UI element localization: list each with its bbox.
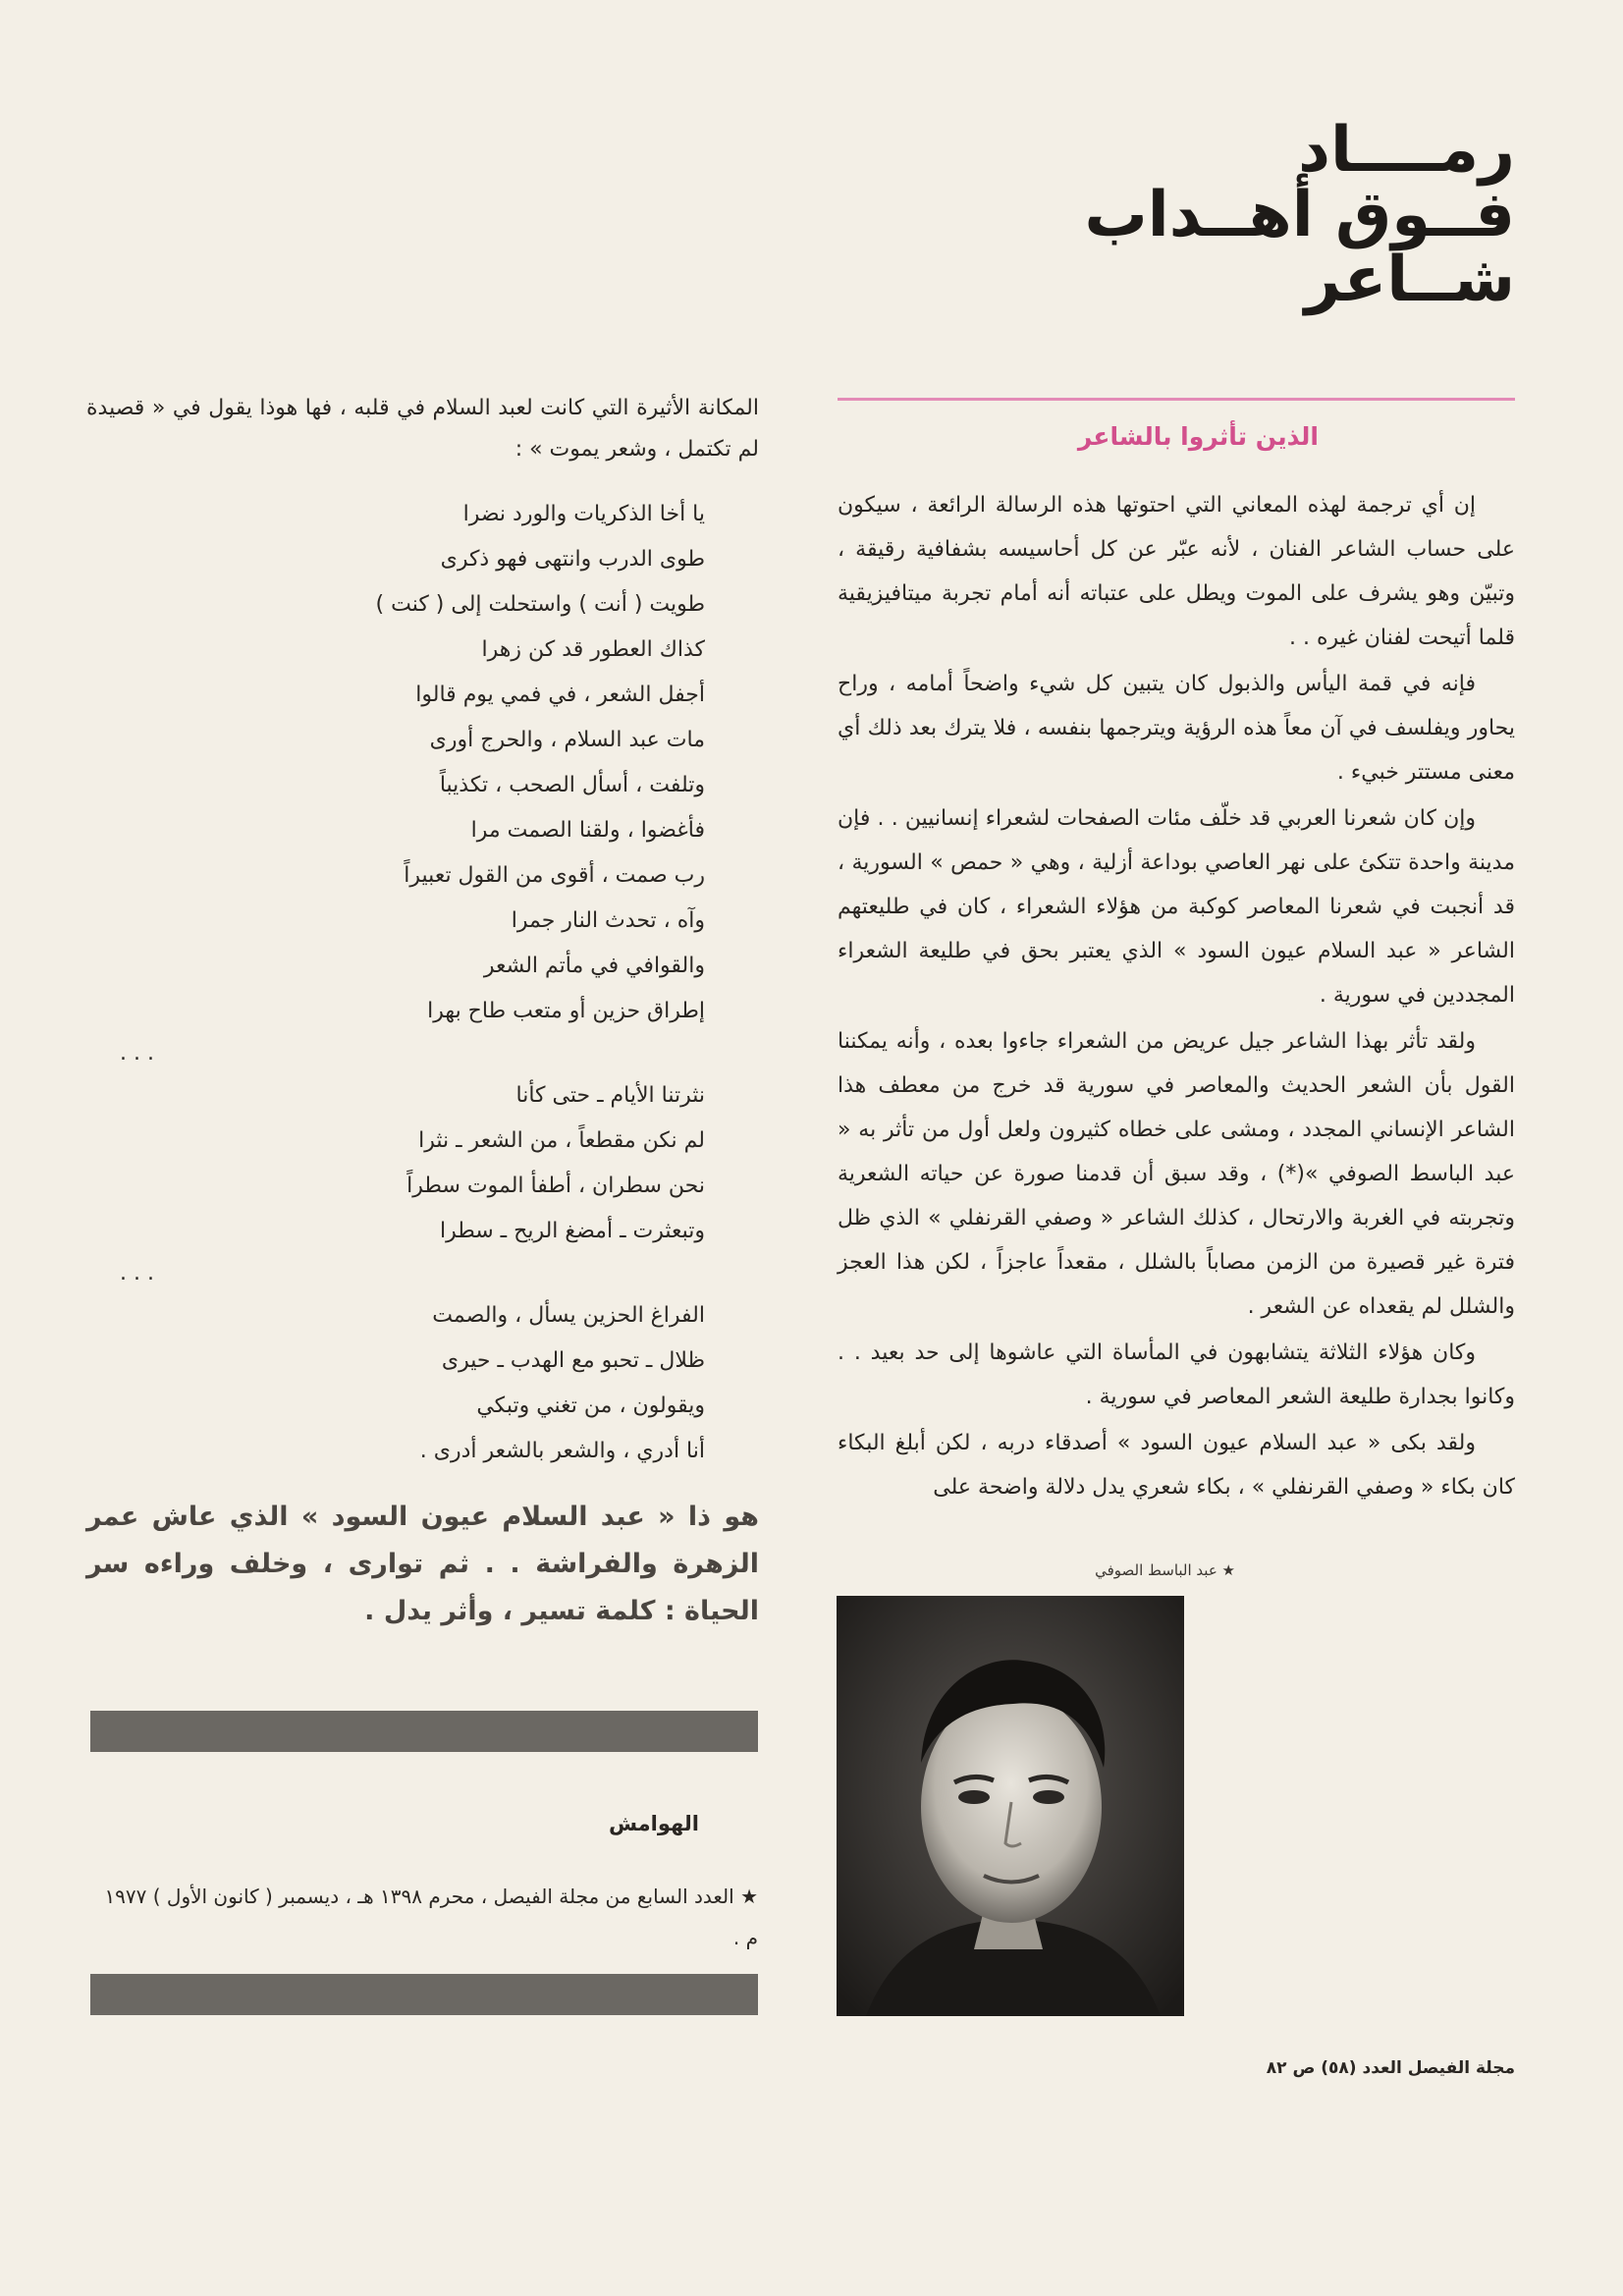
poem: [86, 492, 759, 1474]
poem-line: والقوافي في مأتم الشعر: [483, 954, 705, 978]
title-line-1: رمــــاد: [1298, 114, 1515, 187]
poem-line: طويت ( أنت ) واستحلت إلى ( كنت ): [375, 592, 705, 617]
divider-bar-top: [90, 1711, 758, 1752]
section-heading: [838, 398, 1515, 462]
poem-line: وتلفت ، أسأل الصحب ، تكذيباً: [439, 773, 705, 797]
poem-line: مات عبد السلام ، والحرج أورى: [429, 728, 705, 752]
poem-line: إطراق حزين أو متعب طاح بهرا: [427, 999, 705, 1023]
body-paragraph: إن أي ترجمة لهذه المعاني التي احتوتها هذه الرسالة الرائعة ، سيكون على حساب الشاعر الفنان ، لأنه عبّر عن كل أحاسيسه بشفافية رقيقة ، وتبيّن وهو يشرف على الموت ويطل على عتباته أنه أمام تجربة ميتافيزيقية قلما أتيحت لفنان غيره . .: [838, 493, 1515, 650]
poem-line: ويقولون ، من تغني وتبكي: [476, 1394, 705, 1418]
portrait-illustration: [837, 1596, 1184, 2016]
body-paragraph: وإن كان شعرنا العربي قد خلّف مئات الصفحات لشعراء إنسانيين . . فإن مدينة واحدة تتكئ على نهر العاصي بوداعة أزلية ، وهي « حمص » السورية ، قد أنجبت في شعرنا المعاصر كوكبة من هؤلاء الشعراء ، كان في طليعتهم الشاعر « عبد السلام عيون السود » الذي يعتبر بحق في طليعة الشعراء المجددين في سورية .: [838, 806, 1515, 1008]
page-footer: مجلة الفيصل العدد (٥٨) ص ٨٢: [1266, 2058, 1515, 2078]
poem-line: ظلال ـ تحبو مع الهدب ـ حيرى: [441, 1348, 705, 1373]
poem-line: فأغضوا ، ولقنا الصمت مرا: [470, 818, 705, 843]
poem-line: وآه ، تحدث النار جمرا: [511, 908, 705, 933]
portrait-photo: [837, 1596, 1184, 2016]
stanza-break: . . .: [120, 1261, 154, 1285]
article-title: [1004, 114, 1515, 316]
notes-text: ★ العدد السابع من مجلة الفيصل ، محرم ١٣٩٨ هـ ، ديسمبر ( كانون الأول ) ١٩٧٧ م .: [104, 1885, 758, 1949]
right-column: [838, 398, 1515, 1511]
poem-intro: المكانة الأثيرة التي كانت لعبد السلام في قلبه ، فها هوذا يقول في « قصيدة لم تكتمل ، وشعر يموت » :: [86, 396, 759, 462]
title-line-3: شــاعر: [1304, 244, 1515, 316]
poem-line: أجفل الشعر ، في فمي يوم قالوا: [415, 683, 705, 707]
poem-line: طوى الدرب وانتهى فهو ذكرى: [440, 547, 705, 572]
poem-line: يا أخا الذكريات والورد نضرا: [462, 502, 705, 526]
poem-line: لم نكن مقطعاً ، من الشعر ـ نثرا: [418, 1128, 705, 1153]
title-line-2: فــوق أهــداب: [1084, 179, 1515, 251]
body-paragraph: ولقد تأثر بهذا الشاعر جيل عريض من الشعراء جاءوا بعده ، وأنه يمكننا القول بأن الشعر الحديث والمعاصر في سورية قد خرج من معطف هذا الشاعر الإنساني المجدد ، ومشى على خطاه كثيرون ولعل أول من تأثر به « عبد الباسط الصوفي »(*) ، وقد سبق أن قدمنا صورة عن حياته الشعرية وتجربته في الغربة والارتحال ، كذلك الشاعر « وصفي القرنفلي » الذي ظل فترة غير قصيرة من الزمن مصاباً بالشلل ، مقعداً عاجزاً ، لكن هذا العجز والشلل لم يقعداه عن الشعر .: [838, 1029, 1515, 1319]
poem-line: كذاك العطور قد كن زهرا: [481, 637, 705, 662]
closing-paragraph: هو ذا « عبد السلام عيون السود » الذي عاش عمر الزهرة والفراشة . . ثم توارى ، وخلف وراءه سر الحياة : كلمة تسير ، وأثر يدل .: [86, 1502, 759, 1626]
poem-line: أنا أدري ، والشعر بالشعر أدرى .: [419, 1439, 705, 1463]
poem-line: الفراغ الحزين يسأل ، والصمت: [432, 1303, 705, 1328]
poem-line: رب صمت ، أقوى من القول تعبيراً: [404, 863, 705, 888]
divider-bar-bottom: [90, 1974, 758, 2015]
section-heading-text: الذين تأثروا بالشاعر: [1077, 422, 1319, 451]
body-paragraph: ولقد بكى « عبد السلام عيون السود » أصدقاء دربه ، لكن أبلغ البكاء كان بكاء « وصفي القرنفلي » ، بكاء شعري يدل دلالة واضحة على: [838, 1431, 1515, 1500]
notes-heading: الهوامش: [609, 1812, 699, 1835]
photo-caption: ★ عبد الباسط الصوفي: [1095, 1561, 1235, 1579]
poem-line: نثرتنا الأيام ـ حتى كأنا: [515, 1083, 705, 1108]
body-paragraph: فإنه في قمة اليأس والذبول كان يتبين كل شيء واضحاً أمامه ، وراح يحاور ويفلسف في آن معاً هذه الرؤية ويترجمها بنفسه ، فلا يترك بعد ذلك أي معنى مستتر خبيء .: [838, 672, 1515, 785]
stanza-break: . . .: [120, 1041, 154, 1066]
left-column: [86, 388, 759, 1662]
poem-line: نحن سطران ، أطفأ الموت سطراً: [406, 1174, 705, 1198]
body-paragraph: وكان هؤلاء الثلاثة يتشابهون في المأساة التي عاشوها إلى حد بعيد . . وكانوا بجدارة طليعة الشعر المعاصر في سورية .: [838, 1340, 1515, 1409]
poem-line: وتبعثرت ـ أمضغ الريح ـ سطرا: [439, 1219, 705, 1243]
